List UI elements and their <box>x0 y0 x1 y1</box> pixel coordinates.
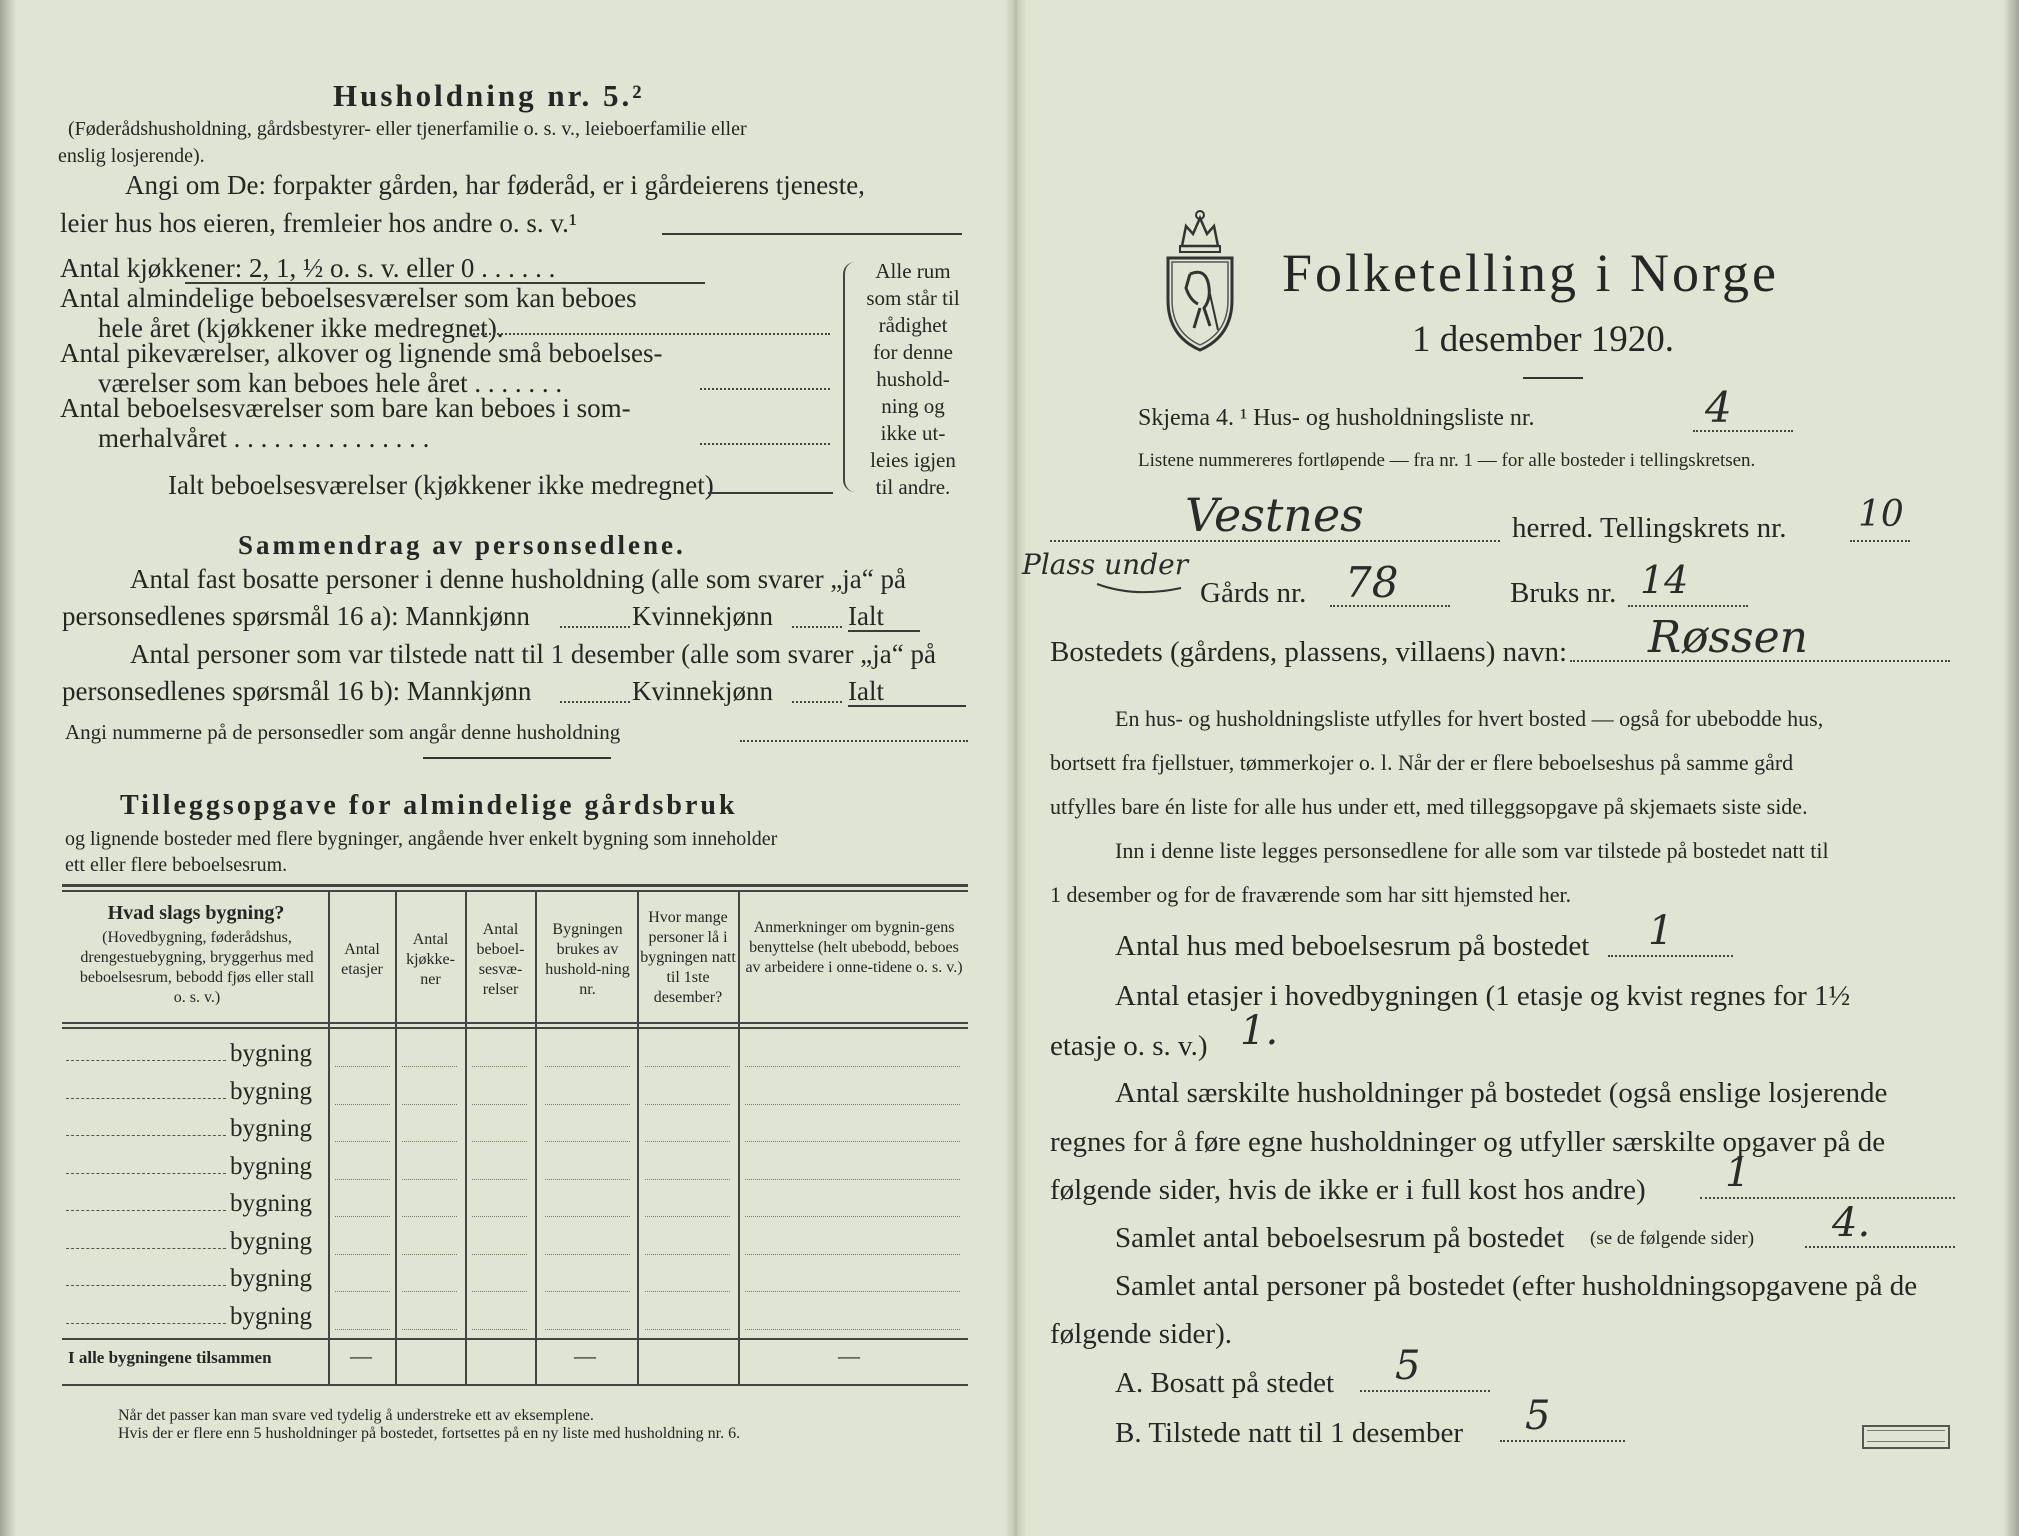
row-building-label: bygning <box>230 1302 312 1330</box>
bruks-label: Bruks nr. <box>1510 577 1617 609</box>
table-cell-line <box>402 1216 457 1217</box>
table-header-rooms: Antal beboel-sesvæ-relser <box>476 921 525 998</box>
herred-line <box>1050 540 1500 542</box>
q-households-line <box>1700 1197 1955 1199</box>
table-header-rule-2 <box>62 1027 968 1029</box>
table-row[interactable] <box>0 1040 970 1076</box>
present-total-label: Ialt <box>848 676 884 706</box>
table-header-remarks: Anmerkninger om bygnin-gens benyttelse (helt ubebodd, beboes av arbeidere i onne-tidene o. s. v.) <box>745 919 963 976</box>
supplement-line2: ett eller flere beboelsesrum. <box>65 854 288 876</box>
table-cell-line <box>645 1179 730 1180</box>
table-cell-line <box>402 1254 457 1255</box>
table-cell-line <box>402 1179 457 1180</box>
q-floors-line2: etasje o. s. v.) <box>1050 1030 1208 1062</box>
building-type-answer-line <box>66 1135 226 1136</box>
instruction-line1: En hus- og husholdningsliste utfylles for hvert bosted — også for ubebodde hus, <box>1115 706 1824 731</box>
table-cell-line <box>545 1179 630 1180</box>
rooms-summer-line2: merhalvåret . . . . . . . . . . . . . . . <box>98 423 430 453</box>
brace-note-line: til andre. <box>875 475 951 499</box>
table-header-building: Hvad slags bygning? <box>107 902 285 924</box>
bruks-value[interactable]: 14 <box>1640 558 1689 602</box>
table-row[interactable] <box>0 1265 970 1301</box>
table-cell-line <box>472 1066 527 1067</box>
household-intro-line1: (Føderådshusholdning, gårdsbestyrer- eller tjenerfamilie o. s. v., leieboerfamilie eller <box>68 118 747 140</box>
plass-under-arrow-icon <box>1095 578 1185 600</box>
table-cell-line <box>335 1254 390 1255</box>
row-building-label: bygning <box>230 1077 312 1105</box>
q-floors-value[interactable]: 1. <box>1240 1008 1279 1054</box>
table-cell-line <box>472 1291 527 1292</box>
rooms-small-line2: værelser som kan beboes hele året . . . . . . . <box>98 368 563 398</box>
table-cell-line <box>545 1291 630 1292</box>
q-houses-label: Antal hus med beboelsesrum på bostedet <box>1115 930 1590 962</box>
table-cell-line <box>472 1329 527 1330</box>
herred-value[interactable]: Vestnes <box>1185 488 1364 542</box>
listene-note: Listene nummereres fortløpende — fra nr. 1 — for alle bosteder i tellingskretsen. <box>1138 450 1756 471</box>
table-cell-line <box>335 1104 390 1105</box>
table-cell-line <box>745 1329 960 1330</box>
footnote-1: Når det passer kan man svare ved tydelig å understreke ett av eksemplene. <box>118 1407 594 1424</box>
list-number-value[interactable]: 4 <box>1705 383 1732 432</box>
tellingskrets-line <box>1850 540 1910 542</box>
brace-note-line: som står til <box>866 286 960 310</box>
bosted-line <box>1570 660 1950 662</box>
angi-line2: leier hus hos eieren, fremleier hos andre o. s. v.¹ <box>60 208 577 238</box>
table-cell-line <box>745 1216 960 1217</box>
summary-resident-line2: personsedlenes spørsmål 16 a): Mannkjønn <box>62 601 530 631</box>
brace-note-line: rådighet <box>878 313 948 337</box>
table-top-rule-2 <box>62 890 968 892</box>
nummerne-answer[interactable] <box>740 740 968 742</box>
q-resident-value[interactable]: 5 <box>1395 1343 1421 1389</box>
table-header-building-note: (Hovedbygning, føderådshus, drengestuebygning, bryggerhus med beboelsesrum, bebodd fjøs eller stall o. s. v.) <box>79 929 315 1006</box>
angi-answer-line[interactable] <box>662 233 962 235</box>
angi-line1: Angi om De: forpakter gården, har føderåd, er i gårdeierens tjeneste, <box>125 170 865 200</box>
table-cell-line <box>745 1104 960 1105</box>
present-female-answer[interactable] <box>792 701 842 703</box>
table-cell-line <box>745 1179 960 1180</box>
table-cell-line <box>545 1216 630 1217</box>
table-header-floors: Antal etasjer <box>341 941 383 978</box>
table-cell-line <box>335 1179 390 1180</box>
brace-note-line: Alle rum <box>875 259 951 283</box>
brace-note <box>858 258 968 501</box>
q-rooms-label: Samlet antal beboelsesrum på bostedet <box>1115 1222 1565 1254</box>
summary-resident-line1: Antal fast bosatte personer i denne husholdning (alle som svarer „ja“ på <box>130 564 906 594</box>
q-persons-line1: Samlet antal personer på bostedet (efter husholdningsopgavene på de <box>1115 1270 1918 1302</box>
q-households-line1: Antal særskilte husholdninger på bostedet (også enslige losjerende <box>1115 1077 1888 1109</box>
rooms-brace <box>843 262 859 492</box>
row-building-label: bygning <box>230 1265 312 1292</box>
table-cell-line <box>545 1066 630 1067</box>
table-cell-line <box>645 1141 730 1142</box>
total-rooms-answer[interactable] <box>708 492 833 494</box>
center-fold <box>1005 0 1027 1536</box>
q-present-line <box>1500 1440 1625 1442</box>
table-cell-line <box>545 1104 630 1105</box>
form-title: Folketelling i Norge <box>1282 243 1779 303</box>
total-floors-dash: — <box>350 1343 372 1368</box>
table-cell-line <box>402 1329 457 1330</box>
household-intro-line2: enslig losjerende). <box>58 145 205 167</box>
brace-note-line: hushold- <box>876 367 950 391</box>
q-rooms-value[interactable]: 4. <box>1832 1200 1871 1246</box>
q-houses-line <box>1608 955 1733 957</box>
household-heading: Husholdning nr. 5.² <box>333 78 645 113</box>
printer-stamp-icon <box>1862 1425 1950 1449</box>
resident-female-answer[interactable] <box>792 626 842 628</box>
table-cell-line <box>335 1291 390 1292</box>
supplement-heading: Tilleggsopgave for almindelige gårdsbruk <box>120 790 738 821</box>
summary-present-line1: Antal personer som var tilstede natt til 1 desember (alle som svarer „ja“ på <box>130 639 936 669</box>
q-present-value[interactable]: 5 <box>1525 1393 1551 1439</box>
brace-note-line: ning og <box>881 394 945 418</box>
resident-total-label: Ialt <box>848 601 884 631</box>
row-building-label: bygning <box>230 1040 312 1067</box>
table-cell-line <box>645 1329 730 1330</box>
q-resident-line <box>1360 1390 1490 1392</box>
building-type-answer-line <box>66 1098 226 1099</box>
building-type-answer-line <box>66 1060 226 1061</box>
table-cell-line <box>745 1066 960 1067</box>
table-cell-line <box>745 1141 960 1142</box>
table-cell-line <box>335 1066 390 1067</box>
table-cell-line <box>545 1141 630 1142</box>
instruction-line3: utfylles bare én liste for alle hus under ett, med tilleggsopgave på skjemaets siste side. <box>1050 794 1808 819</box>
table-cell-line <box>472 1141 527 1142</box>
q-houses-value[interactable]: 1 <box>1648 908 1674 954</box>
total-household-dash: — <box>574 1343 596 1368</box>
table-top-rule <box>62 884 968 887</box>
tellingskrets-value[interactable]: 10 <box>1858 494 1904 535</box>
building-type-answer-line <box>66 1210 226 1211</box>
table-header-persons: Hvor mange personer lå i bygningen natt til 1ste desember? <box>640 909 736 1006</box>
row-building-label: bygning <box>230 1227 312 1255</box>
present-male-answer[interactable] <box>560 701 630 703</box>
plass-under-note: Plass under <box>1022 548 1189 581</box>
table-bottom-rule <box>62 1384 968 1386</box>
resident-female-label: Kvinnekjønn <box>632 601 773 631</box>
resident-male-answer[interactable] <box>560 626 630 628</box>
instruction-line2: bortsett fra fjellstuer, tømmerkojer o. l. Når der er flere beboelseshus på samme gård <box>1050 750 1794 775</box>
instruction-line4: Inn i denne liste legges personsedlene for alle som var tilstede på bostedet natt til <box>1115 838 1829 863</box>
rooms-regular-line2: hele året (kjøkkener ikke medregnet). <box>98 313 504 343</box>
q-households-line3: følgende sider, hvis de ikke er i full kost hos andre) <box>1050 1174 1646 1206</box>
table-cell-line <box>402 1291 457 1292</box>
instruction-line5: 1 desember og for de fraværende som har sitt hjemsted her. <box>1050 882 1572 907</box>
gards-line <box>1330 605 1450 607</box>
brace-note-line: ikke ut- <box>880 421 946 445</box>
row-building-label: bygning <box>230 1190 312 1217</box>
table-cell-line <box>472 1254 527 1255</box>
rooms-small-line1: Antal pikeværelser, alkover og lignende små beboelses- <box>60 338 663 368</box>
total-remarks-dash: — <box>838 1343 860 1368</box>
q-present-label: B. Tilstede natt til 1 desember <box>1115 1417 1463 1449</box>
herred-label: herred. Tellingskrets nr. <box>1512 512 1787 544</box>
bosted-label: Bostedets (gårdens, plassens, villaens) navn: <box>1050 636 1568 668</box>
table-cell-line <box>472 1179 527 1180</box>
table-cell-line <box>402 1141 457 1142</box>
q-households-value[interactable]: 1 <box>1725 1150 1751 1196</box>
resident-total-answer[interactable] <box>848 630 920 632</box>
rooms-regular-line1: Antal almindelige beboelsesværelser som kan beboes <box>60 283 637 313</box>
table-row[interactable] <box>0 1153 970 1189</box>
rooms-summer-answer[interactable] <box>700 443 830 445</box>
table-header-household: Bygningen brukes av hushold-ning nr. <box>545 921 630 998</box>
title-divider <box>1523 377 1583 379</box>
building-type-answer-line <box>66 1285 226 1286</box>
table-row[interactable] <box>0 1190 970 1226</box>
building-type-answer-line <box>66 1323 226 1324</box>
rooms-summer-line1: Antal beboelsesværelser som bare kan beboes i som- <box>60 393 631 423</box>
total-rooms-label: Ialt beboelsesværelser (kjøkkener ikke medregnet) <box>168 470 714 500</box>
bosted-value[interactable]: Røssen <box>1648 612 1808 663</box>
table-cell-line <box>645 1104 730 1105</box>
table-cell-line <box>545 1329 630 1330</box>
table-cell-line <box>645 1291 730 1292</box>
norwegian-coat-of-arms-icon <box>1160 208 1240 353</box>
table-header-kitchens: Antal kjøkke-ner <box>406 931 455 988</box>
q-floors-line1: Antal etasjer i hovedbygningen (1 etasje og kvist regnes for 1½ <box>1115 980 1851 1012</box>
supplement-line1: og lignende bosteder med flere bygninger, angående hver enkelt bygning som inneholder <box>65 828 778 850</box>
bruks-line <box>1628 605 1748 607</box>
table-cell-line <box>472 1104 527 1105</box>
q-rooms-line <box>1805 1246 1955 1248</box>
table-cell-line <box>745 1291 960 1292</box>
rooms-small-answer[interactable] <box>700 388 830 390</box>
table-header-rule <box>62 1022 968 1024</box>
row-building-label: bygning <box>230 1152 312 1180</box>
building-type-answer-line <box>66 1248 226 1249</box>
table-cell-line <box>335 1141 390 1142</box>
table-row[interactable] <box>0 1303 970 1339</box>
summary-heading: Sammendrag av personsedlene. <box>238 530 686 560</box>
table-row[interactable] <box>0 1078 970 1114</box>
q-rooms-note: (se de følgende sider) <box>1590 1228 1755 1249</box>
list-number-line <box>1693 430 1793 432</box>
table-cell-line <box>545 1254 630 1255</box>
gards-label: Gårds nr. <box>1200 577 1307 609</box>
table-total-label: I alle bygningene tilsammen <box>68 1348 272 1367</box>
table-cell-line <box>402 1104 457 1105</box>
table-cell-line <box>472 1216 527 1217</box>
gards-value[interactable]: 78 <box>1345 558 1399 607</box>
table-cell-line <box>335 1329 390 1330</box>
brace-note-line: leies igjen <box>870 448 956 472</box>
building-type-answer-line <box>66 1173 226 1174</box>
kitchens-label: Antal kjøkkener: 2, 1, ½ o. s. v. eller 0 . . . . . . <box>60 253 556 283</box>
section-divider <box>423 757 611 759</box>
table-cell-line <box>335 1216 390 1217</box>
page-edge-right <box>2003 0 2019 1536</box>
table-cell-line <box>745 1254 960 1255</box>
table-row[interactable] <box>0 1115 970 1151</box>
row-building-label: bygning <box>230 1115 312 1142</box>
brace-note-line: for denne <box>873 340 953 364</box>
rooms-regular-answer[interactable] <box>470 333 830 335</box>
table-cell-line <box>645 1254 730 1255</box>
q-households-line2: regnes for å føre egne husholdninger og utfyller særskilte opgaver på de <box>1050 1126 1886 1158</box>
table-row[interactable] <box>0 1228 970 1264</box>
q-resident-label: A. Bosatt på stedet <box>1115 1367 1335 1399</box>
footnote-2: Hvis der er flere enn 5 husholdninger på bostedet, fortsettes på en ny liste med husholdning nr. 6. <box>118 1425 741 1442</box>
q-persons-line2: følgende sider). <box>1050 1318 1232 1350</box>
form-date: 1 desember 1920. <box>1412 319 1675 360</box>
present-female-label: Kvinnekjønn <box>632 676 773 706</box>
table-cell-line <box>645 1216 730 1217</box>
skjema-label: Skjema 4. ¹ Hus- og husholdningsliste nr. <box>1138 405 1535 431</box>
nummerne-label: Angi nummerne på de personsedler som angår denne husholdning <box>65 720 621 744</box>
summary-present-line2: personsedlenes spørsmål 16 b): Mannkjønn <box>62 676 532 706</box>
table-cell-line <box>402 1066 457 1067</box>
present-total-answer[interactable] <box>848 705 966 707</box>
table-cell-line <box>645 1066 730 1067</box>
